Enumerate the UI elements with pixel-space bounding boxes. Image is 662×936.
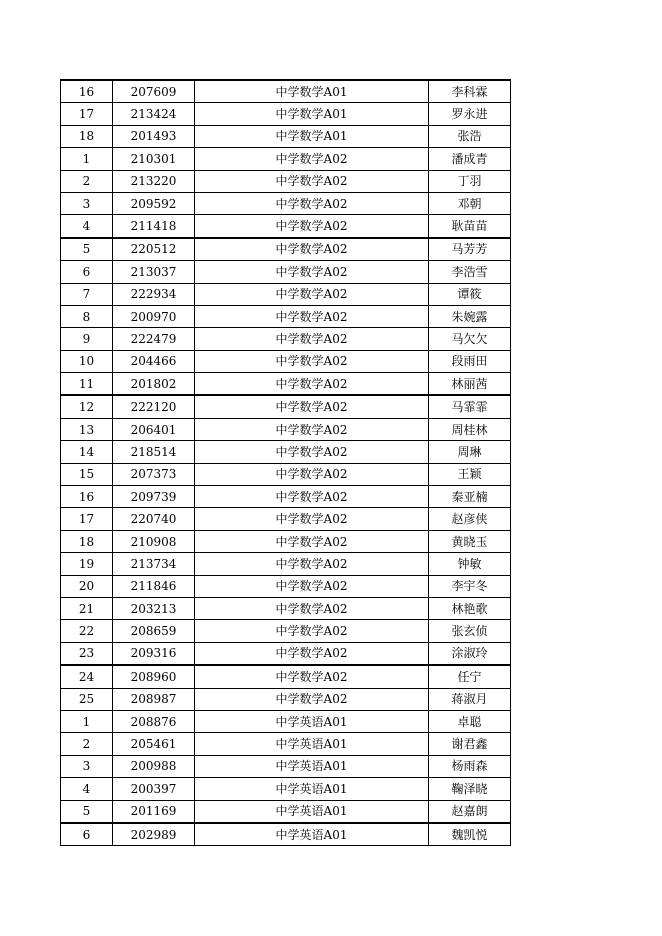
row-number-cell: 18 [61,530,113,552]
candidate-name-cell: 李宇冬 [429,575,511,597]
table-row [61,261,511,283]
candidate-name-cell: 李浩雪 [429,261,511,283]
position-cell: 中学数学A02 [195,441,429,463]
candidate-name-cell: 赵嘉朗 [429,800,511,823]
row-number-cell: 7 [61,283,113,305]
row-number-cell: 9 [61,328,113,350]
row-number-cell: 25 [61,688,113,710]
candidate-id-cell: 208876 [113,710,195,732]
table-row [61,103,511,125]
candidate-name-cell: 张浩 [429,125,511,147]
position-cell: 中学数学A02 [195,238,429,261]
table-row [61,755,511,777]
table-row [61,305,511,327]
candidate-name-cell: 周桂林 [429,418,511,440]
candidate-name-cell: 赵彦侠 [429,508,511,530]
position-cell: 中学数学A02 [195,486,429,508]
row-number-cell: 4 [61,778,113,800]
candidate-name-cell: 张玄侦 [429,620,511,642]
row-number-cell: 19 [61,553,113,575]
table-row [61,80,511,103]
row-number-cell: 2 [61,733,113,755]
candidate-id-cell: 220740 [113,508,195,530]
table-row [61,283,511,305]
position-cell: 中学数学A02 [195,463,429,485]
row-number-cell: 13 [61,418,113,440]
table-row [61,463,511,485]
candidate-id-cell: 209316 [113,642,195,665]
candidate-name-cell: 王颖 [429,463,511,485]
position-cell: 中学数学A01 [195,125,429,147]
table-row [61,395,511,418]
candidate-id-cell: 200970 [113,305,195,327]
position-cell: 中学数学A02 [195,395,429,418]
row-number-cell: 14 [61,441,113,463]
roster-table-body [61,80,511,846]
row-number-cell: 21 [61,597,113,619]
table-row [61,553,511,575]
row-number-cell: 17 [61,103,113,125]
position-cell: 中学数学A02 [195,350,429,372]
row-number-cell: 24 [61,665,113,688]
row-number-cell: 22 [61,620,113,642]
table-row [61,778,511,800]
candidate-id-cell: 201169 [113,800,195,823]
position-cell: 中学数学A02 [195,508,429,530]
candidate-name-cell: 秦亚楠 [429,486,511,508]
candidate-name-cell: 杨雨森 [429,755,511,777]
table-row [61,620,511,642]
row-number-cell: 3 [61,192,113,214]
table-row [61,733,511,755]
row-number-cell: 6 [61,823,113,846]
position-cell: 中学数学A02 [195,261,429,283]
candidate-id-cell: 213424 [113,103,195,125]
candidate-id-cell: 213037 [113,261,195,283]
table-row [61,238,511,261]
table-row [61,575,511,597]
position-cell: 中学数学A02 [195,328,429,350]
roster-sheet [60,79,510,846]
candidate-name-cell: 马芳芳 [429,238,511,261]
candidate-id-cell: 218514 [113,441,195,463]
candidate-name-cell: 卓聪 [429,710,511,732]
candidate-id-cell: 211846 [113,575,195,597]
candidate-name-cell: 李科霖 [429,80,511,103]
candidate-id-cell: 211418 [113,215,195,238]
candidate-name-cell: 林丽茜 [429,373,511,396]
candidate-id-cell: 201493 [113,125,195,147]
position-cell: 中学数学A01 [195,80,429,103]
position-cell: 中学数学A02 [195,283,429,305]
row-number-cell: 10 [61,350,113,372]
position-cell: 中学数学A02 [195,597,429,619]
candidate-id-cell: 208960 [113,665,195,688]
position-cell: 中学英语A01 [195,823,429,846]
position-cell: 中学数学A02 [195,192,429,214]
row-number-cell: 12 [61,395,113,418]
position-cell: 中学数学A02 [195,620,429,642]
table-row [61,350,511,372]
row-number-cell: 4 [61,215,113,238]
row-number-cell: 16 [61,80,113,103]
candidate-name-cell: 丁羽 [429,170,511,192]
candidate-id-cell: 209592 [113,192,195,214]
table-row [61,823,511,846]
candidate-id-cell: 202989 [113,823,195,846]
position-cell: 中学数学A02 [195,642,429,665]
position-cell: 中学数学A02 [195,688,429,710]
position-cell: 中学数学A02 [195,215,429,238]
candidate-name-cell: 朱婉露 [429,305,511,327]
table-row [61,486,511,508]
candidate-name-cell: 黄晓玉 [429,530,511,552]
table-row [61,800,511,823]
candidate-name-cell: 周琳 [429,441,511,463]
roster-table [60,79,511,846]
row-number-cell: 18 [61,125,113,147]
candidate-id-cell: 220512 [113,238,195,261]
row-number-cell: 5 [61,800,113,823]
candidate-id-cell: 210908 [113,530,195,552]
candidate-name-cell: 邓朝 [429,192,511,214]
position-cell: 中学数学A01 [195,103,429,125]
candidate-name-cell: 林艳歌 [429,597,511,619]
table-row [61,418,511,440]
row-number-cell: 3 [61,755,113,777]
candidate-id-cell: 222934 [113,283,195,305]
table-row [61,508,511,530]
candidate-id-cell: 204466 [113,350,195,372]
row-number-cell: 17 [61,508,113,530]
candidate-id-cell: 201802 [113,373,195,396]
candidate-id-cell: 213734 [113,553,195,575]
position-cell: 中学数学A02 [195,305,429,327]
candidate-id-cell: 200988 [113,755,195,777]
candidate-id-cell: 222479 [113,328,195,350]
candidate-id-cell: 208987 [113,688,195,710]
table-row [61,665,511,688]
position-cell: 中学数学A02 [195,373,429,396]
position-cell: 中学数学A02 [195,170,429,192]
row-number-cell: 20 [61,575,113,597]
candidate-name-cell: 任宁 [429,665,511,688]
candidate-id-cell: 210301 [113,148,195,170]
table-row [61,441,511,463]
candidate-name-cell: 罗永进 [429,103,511,125]
table-row [61,710,511,732]
candidate-name-cell: 马霏霏 [429,395,511,418]
row-number-cell: 15 [61,463,113,485]
position-cell: 中学英语A01 [195,710,429,732]
candidate-id-cell: 207609 [113,80,195,103]
table-row [61,170,511,192]
candidate-id-cell: 200397 [113,778,195,800]
row-number-cell: 11 [61,373,113,396]
table-row [61,148,511,170]
position-cell: 中学数学A02 [195,530,429,552]
table-row [61,642,511,665]
candidate-name-cell: 谭筱 [429,283,511,305]
candidate-id-cell: 222120 [113,395,195,418]
candidate-name-cell: 钟敏 [429,553,511,575]
row-number-cell: 8 [61,305,113,327]
position-cell: 中学英语A01 [195,778,429,800]
table-row [61,373,511,396]
table-row [61,125,511,147]
row-number-cell: 1 [61,710,113,732]
row-number-cell: 23 [61,642,113,665]
candidate-name-cell: 耿苗苗 [429,215,511,238]
position-cell: 中学数学A02 [195,575,429,597]
candidate-id-cell: 207373 [113,463,195,485]
table-row [61,530,511,552]
candidate-name-cell: 潘成青 [429,148,511,170]
row-number-cell: 6 [61,261,113,283]
row-number-cell: 5 [61,238,113,261]
position-cell: 中学数学A02 [195,418,429,440]
candidate-name-cell: 魏凯悦 [429,823,511,846]
row-number-cell: 16 [61,486,113,508]
table-row [61,215,511,238]
position-cell: 中学英语A01 [195,755,429,777]
candidate-id-cell: 206401 [113,418,195,440]
row-number-cell: 2 [61,170,113,192]
candidate-id-cell: 209739 [113,486,195,508]
candidate-name-cell: 马欠欠 [429,328,511,350]
candidate-id-cell: 205461 [113,733,195,755]
candidate-name-cell: 蒋淑月 [429,688,511,710]
position-cell: 中学英语A01 [195,800,429,823]
candidate-id-cell: 208659 [113,620,195,642]
table-row [61,688,511,710]
candidate-id-cell: 203213 [113,597,195,619]
position-cell: 中学数学A02 [195,553,429,575]
candidate-name-cell: 鞠泽晓 [429,778,511,800]
position-cell: 中学数学A02 [195,148,429,170]
position-cell: 中学英语A01 [195,733,429,755]
candidate-name-cell: 段雨田 [429,350,511,372]
row-number-cell: 1 [61,148,113,170]
candidate-name-cell: 涂淑玲 [429,642,511,665]
candidate-name-cell: 谢君鑫 [429,733,511,755]
table-row [61,328,511,350]
position-cell: 中学数学A02 [195,665,429,688]
candidate-id-cell: 213220 [113,170,195,192]
table-row [61,597,511,619]
table-row [61,192,511,214]
